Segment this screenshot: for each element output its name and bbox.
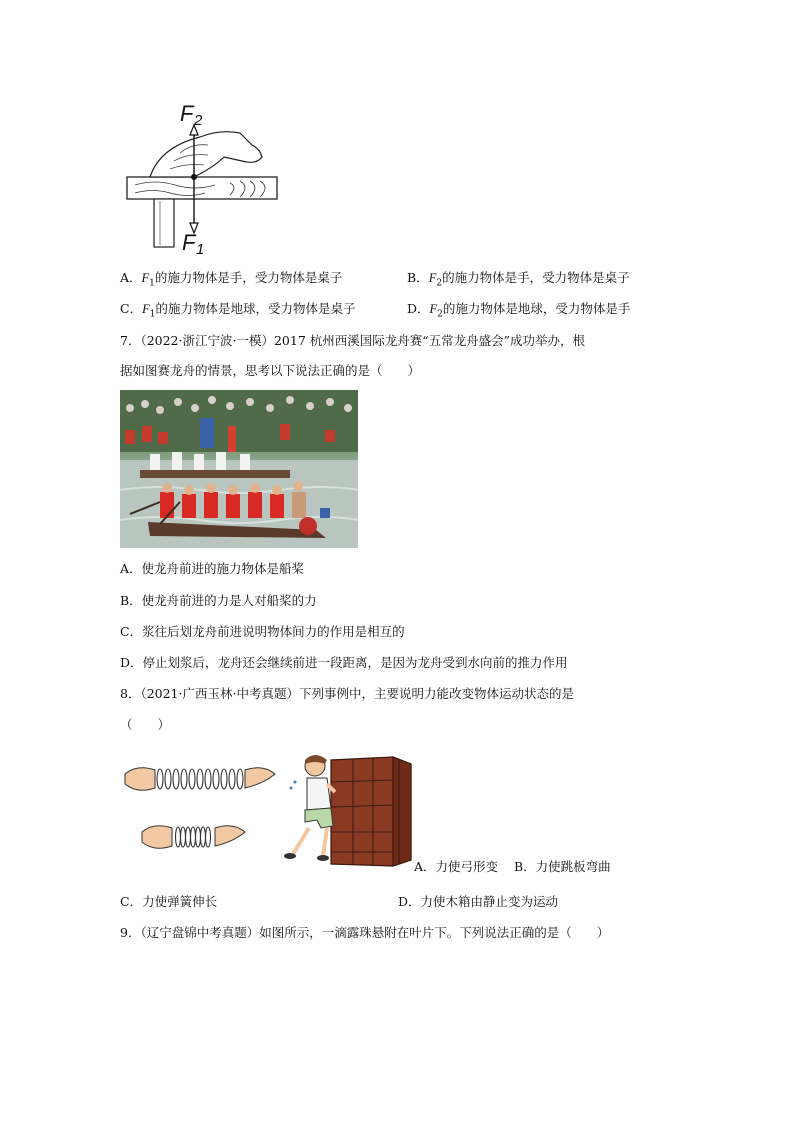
q8-option-a[interactable]: A．力使弓形变: [414, 859, 499, 874]
q7-option-d[interactable]: D．停止划浆后，龙舟还会继续前进一段距离，是因为龙舟受到水向前的推力作用: [120, 655, 568, 670]
boy-pushing-crate-figure: [283, 752, 418, 870]
q8-stem-line1: 8．（2021·广西玉林·中考真题）下列事例中，主要说明力能改变物体运动状态的是: [120, 686, 574, 701]
q7-stem-line2: 据如图赛龙舟的情景，思考以下说法正确的是（ ）: [120, 363, 421, 378]
q6-option-c[interactable]: C．$F_1$的施力物体是地球，受力物体是桌子: [120, 301, 356, 320]
svg-text:1: 1: [196, 241, 205, 258]
q6-option-d[interactable]: D．$F_2$的施力物体是地球，受力物体是手: [407, 301, 631, 320]
svg-text:2: 2: [194, 112, 203, 129]
f1-label: F: [182, 230, 196, 255]
dragon-boat-photo: [120, 390, 358, 548]
q7-option-b[interactable]: B．使龙舟前进的力是人对船桨的力: [120, 593, 317, 608]
q8-option-d[interactable]: D．力使木箱由静止变为运动: [398, 894, 559, 909]
q7-option-a[interactable]: A．使龙舟前进的施力物体是船桨: [120, 561, 305, 576]
q9-stem-line1: 9．（辽宁盘锦中考真题）如图所示，一滴露珠悬附在叶片下。下列说法正确的是（ ）: [120, 925, 610, 940]
q8-option-c[interactable]: C．力使弹簧伸长: [120, 894, 218, 909]
q7-stem-line1: 7．（2022·浙江宁波·一模）2017 杭州西溪国际龙舟赛“五常龙舟盛会”成功举办，根: [120, 333, 586, 348]
q8-option-b[interactable]: B．力使跳板弯曲: [514, 859, 611, 874]
hand-table-force-diagram: [120, 95, 290, 260]
q6-option-b[interactable]: B．$F_2$的施力物体是手，受力物体是桌子: [407, 270, 630, 289]
spring-stretch-figure: [120, 752, 280, 872]
q8-stem-line2: （ ）: [120, 717, 171, 732]
q6-option-a[interactable]: A．$F_1$的施力物体是手，受力物体是桌子: [120, 270, 343, 289]
f2-label: F: [180, 101, 194, 126]
q7-option-c[interactable]: C．浆往后划龙舟前进说明物体间力的作用是相互的: [120, 624, 405, 639]
